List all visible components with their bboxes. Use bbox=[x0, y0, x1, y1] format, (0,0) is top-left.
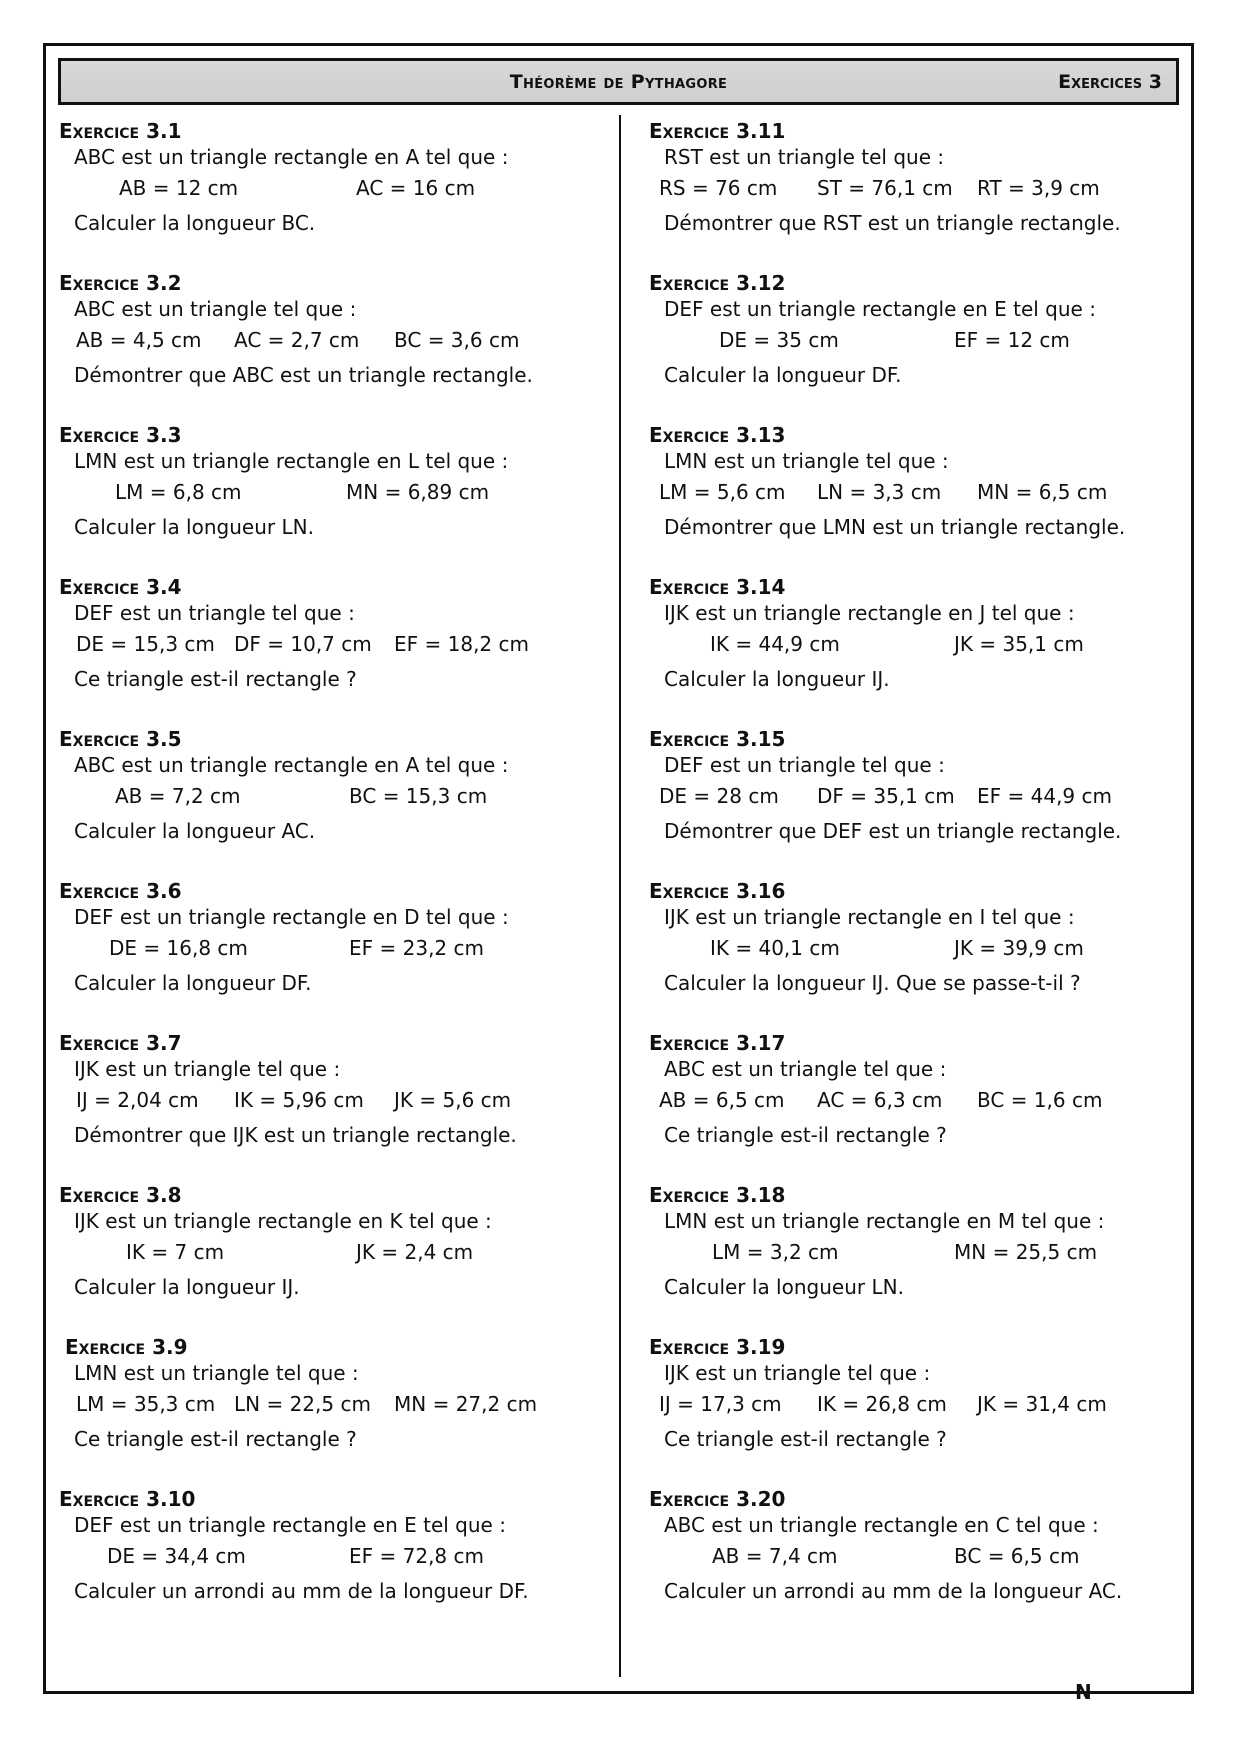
exercise-3-20 bbox=[649, 1486, 1189, 1638]
value-1: LM = 5,6 cm bbox=[659, 480, 786, 504]
exercise-question: Calculer la longueur DF. bbox=[664, 363, 902, 387]
exercise-question: Calculer la longueur IJ. bbox=[74, 1275, 300, 1299]
exercise-question: Calculer la longueur BC. bbox=[74, 211, 316, 235]
exercise-3-2 bbox=[59, 270, 599, 422]
value-3: MN = 6,5 cm bbox=[977, 480, 1108, 504]
exercise-values bbox=[649, 1388, 1189, 1422]
value-2: LN = 3,3 cm bbox=[817, 480, 942, 504]
exercise-3-7 bbox=[59, 1030, 599, 1182]
exercise-title: Exercice 3.9 bbox=[65, 1335, 188, 1359]
exercise-values bbox=[649, 1084, 1189, 1118]
exercise-title: Exercice 3.10 bbox=[59, 1487, 196, 1511]
exercise-title: Exercice 3.19 bbox=[649, 1335, 786, 1359]
value-3: RT = 3,9 cm bbox=[977, 176, 1100, 200]
value-1: AB = 7,2 cm bbox=[115, 784, 241, 808]
exercise-title: Exercice 3.14 bbox=[649, 575, 786, 599]
value-1: DE = 28 cm bbox=[659, 784, 779, 808]
exercise-3-16 bbox=[649, 878, 1189, 1030]
value-2: AC = 2,7 cm bbox=[234, 328, 360, 352]
exercise-title: Exercice 3.8 bbox=[59, 1183, 182, 1207]
exercise-3-11 bbox=[649, 118, 1189, 270]
value-2: AC = 6,3 cm bbox=[817, 1088, 943, 1112]
exercise-statement: IJK est un triangle rectangle en K tel que : bbox=[74, 1209, 492, 1233]
exercise-values bbox=[649, 628, 1189, 662]
value-2: ST = 76,1 cm bbox=[817, 176, 953, 200]
exercise-values bbox=[59, 1388, 599, 1422]
exercise-question: Démontrer que DEF est un triangle rectangle. bbox=[664, 819, 1122, 843]
footer-mark: N bbox=[1075, 1680, 1092, 1704]
exercise-values bbox=[649, 172, 1189, 206]
exercise-question: Démontrer que ABC est un triangle rectangle. bbox=[74, 363, 533, 387]
exercise-statement: ABC est un triangle tel que : bbox=[664, 1057, 947, 1081]
left-column bbox=[59, 118, 599, 1638]
exercise-values bbox=[649, 780, 1189, 814]
value-1: AB = 4,5 cm bbox=[76, 328, 202, 352]
exercise-statement: LMN est un triangle rectangle en L tel que : bbox=[74, 449, 509, 473]
exercise-values bbox=[649, 476, 1189, 510]
value-1: IK = 7 cm bbox=[126, 1240, 225, 1264]
value-2: DF = 35,1 cm bbox=[817, 784, 955, 808]
exercise-statement: DEF est un triangle tel que : bbox=[74, 601, 355, 625]
exercise-3-18 bbox=[649, 1182, 1189, 1334]
exercise-title: Exercice 3.1 bbox=[59, 119, 182, 143]
exercise-3-5 bbox=[59, 726, 599, 878]
exercise-values bbox=[59, 1540, 599, 1574]
value-2: EF = 23,2 cm bbox=[349, 936, 484, 960]
value-1: DE = 35 cm bbox=[719, 328, 839, 352]
exercise-statement: ABC est un triangle tel que : bbox=[74, 297, 357, 321]
exercise-values bbox=[59, 628, 599, 662]
value-2: JK = 2,4 cm bbox=[356, 1240, 474, 1264]
column-divider bbox=[619, 115, 621, 1677]
value-2: DF = 10,7 cm bbox=[234, 632, 372, 656]
exercise-values bbox=[649, 932, 1189, 966]
value-3: JK = 31,4 cm bbox=[977, 1392, 1107, 1416]
exercise-3-12 bbox=[649, 270, 1189, 422]
exercise-3-19 bbox=[649, 1334, 1189, 1486]
exercise-question: Ce triangle est-il rectangle ? bbox=[74, 667, 357, 691]
exercise-statement: DEF est un triangle rectangle en E tel que : bbox=[664, 297, 1096, 321]
value-1: LM = 6,8 cm bbox=[115, 480, 242, 504]
exercise-values bbox=[59, 476, 599, 510]
value-1: RS = 76 cm bbox=[659, 176, 778, 200]
exercise-question: Calculer la longueur DF. bbox=[74, 971, 312, 995]
exercise-question: Calculer la longueur AC. bbox=[74, 819, 316, 843]
exercise-statement: IJK est un triangle tel que : bbox=[74, 1057, 341, 1081]
exercise-question: Démontrer que IJK est un triangle rectangle. bbox=[74, 1123, 517, 1147]
exercise-3-4 bbox=[59, 574, 599, 726]
exercise-title: Exercice 3.18 bbox=[649, 1183, 786, 1207]
exercise-values bbox=[59, 932, 599, 966]
value-2: JK = 39,9 cm bbox=[954, 936, 1084, 960]
exercise-values bbox=[59, 1236, 599, 1270]
exercise-question: Démontrer que LMN est un triangle rectangle. bbox=[664, 515, 1126, 539]
value-2: IK = 5,96 cm bbox=[234, 1088, 364, 1112]
exercise-3-6 bbox=[59, 878, 599, 1030]
value-2: LN = 22,5 cm bbox=[234, 1392, 371, 1416]
worksheet-tag: Exercices 3 bbox=[1058, 71, 1162, 93]
exercise-statement: IJK est un triangle rectangle en I tel que : bbox=[664, 905, 1075, 929]
exercise-values bbox=[59, 324, 599, 358]
exercise-title: Exercice 3.7 bbox=[59, 1031, 182, 1055]
exercise-statement: IJK est un triangle tel que : bbox=[664, 1361, 931, 1385]
value-1: DE = 34,4 cm bbox=[107, 1544, 246, 1568]
exercise-title: Exercice 3.20 bbox=[649, 1487, 786, 1511]
value-2: IK = 26,8 cm bbox=[817, 1392, 947, 1416]
exercise-values bbox=[59, 1084, 599, 1118]
exercise-title: Exercice 3.11 bbox=[649, 119, 786, 143]
exercise-question: Calculer un arrondi au mm de la longueur DF. bbox=[74, 1579, 529, 1603]
page-header bbox=[58, 58, 1179, 105]
exercise-3-10 bbox=[59, 1486, 599, 1638]
exercise-question: Calculer la longueur IJ. bbox=[664, 667, 890, 691]
exercise-values bbox=[59, 780, 599, 814]
exercise-title: Exercice 3.12 bbox=[649, 271, 786, 295]
value-3: BC = 1,6 cm bbox=[977, 1088, 1103, 1112]
value-2: EF = 72,8 cm bbox=[349, 1544, 484, 1568]
value-3: EF = 44,9 cm bbox=[977, 784, 1112, 808]
exercise-title: Exercice 3.5 bbox=[59, 727, 182, 751]
exercise-statement: DEF est un triangle tel que : bbox=[664, 753, 945, 777]
value-1: IJ = 17,3 cm bbox=[659, 1392, 782, 1416]
exercise-statement: LMN est un triangle tel que : bbox=[664, 449, 949, 473]
exercise-question: Calculer la longueur LN. bbox=[664, 1275, 904, 1299]
exercise-question: Calculer la longueur LN. bbox=[74, 515, 314, 539]
value-1: IK = 40,1 cm bbox=[710, 936, 840, 960]
value-3: JK = 5,6 cm bbox=[394, 1088, 512, 1112]
value-1: DE = 15,3 cm bbox=[76, 632, 215, 656]
value-1: IK = 44,9 cm bbox=[710, 632, 840, 656]
exercise-3-9 bbox=[59, 1334, 599, 1486]
exercise-statement: LMN est un triangle rectangle en M tel que : bbox=[664, 1209, 1105, 1233]
exercise-question: Ce triangle est-il rectangle ? bbox=[664, 1123, 947, 1147]
value-1: LM = 3,2 cm bbox=[712, 1240, 839, 1264]
right-column bbox=[649, 118, 1189, 1638]
exercise-3-3 bbox=[59, 422, 599, 574]
value-1: IJ = 2,04 cm bbox=[76, 1088, 199, 1112]
exercise-title: Exercice 3.15 bbox=[649, 727, 786, 751]
exercise-title: Exercice 3.16 bbox=[649, 879, 786, 903]
exercise-statement: DEF est un triangle rectangle en E tel que : bbox=[74, 1513, 506, 1537]
exercise-3-8 bbox=[59, 1182, 599, 1334]
value-2: AC = 16 cm bbox=[356, 176, 476, 200]
value-1: AB = 12 cm bbox=[119, 176, 239, 200]
value-3: MN = 27,2 cm bbox=[394, 1392, 538, 1416]
exercise-title: Exercice 3.4 bbox=[59, 575, 182, 599]
page-title: Théorème de Pythagore bbox=[509, 71, 728, 93]
exercise-3-14 bbox=[649, 574, 1189, 726]
value-1: LM = 35,3 cm bbox=[76, 1392, 216, 1416]
value-1: DE = 16,8 cm bbox=[109, 936, 248, 960]
exercise-statement: ABC est un triangle rectangle en A tel que : bbox=[74, 753, 509, 777]
value-1: AB = 6,5 cm bbox=[659, 1088, 785, 1112]
exercise-values bbox=[649, 324, 1189, 358]
exercise-statement: ABC est un triangle rectangle en A tel que : bbox=[74, 145, 509, 169]
exercise-3-15 bbox=[649, 726, 1189, 878]
value-2: BC = 6,5 cm bbox=[954, 1544, 1080, 1568]
exercise-question: Ce triangle est-il rectangle ? bbox=[664, 1427, 947, 1451]
exercise-title: Exercice 3.6 bbox=[59, 879, 182, 903]
exercise-question: Calculer un arrondi au mm de la longueur AC. bbox=[664, 1579, 1123, 1603]
exercise-title: Exercice 3.3 bbox=[59, 423, 182, 447]
value-2: MN = 25,5 cm bbox=[954, 1240, 1098, 1264]
exercise-title: Exercice 3.2 bbox=[59, 271, 182, 295]
value-2: JK = 35,1 cm bbox=[954, 632, 1084, 656]
exercise-3-17 bbox=[649, 1030, 1189, 1182]
exercise-values bbox=[59, 172, 599, 206]
exercise-values bbox=[649, 1540, 1189, 1574]
exercise-3-1 bbox=[59, 118, 599, 270]
exercise-3-13 bbox=[649, 422, 1189, 574]
exercise-question: Ce triangle est-il rectangle ? bbox=[74, 1427, 357, 1451]
exercise-statement: ABC est un triangle rectangle en C tel que : bbox=[664, 1513, 1099, 1537]
exercise-statement: RST est un triangle tel que : bbox=[664, 145, 945, 169]
exercise-title: Exercice 3.17 bbox=[649, 1031, 786, 1055]
value-2: MN = 6,89 cm bbox=[346, 480, 490, 504]
exercise-question: Démontrer que RST est un triangle rectangle. bbox=[664, 211, 1121, 235]
value-2: BC = 15,3 cm bbox=[349, 784, 488, 808]
exercise-statement: LMN est un triangle tel que : bbox=[74, 1361, 359, 1385]
value-3: EF = 18,2 cm bbox=[394, 632, 529, 656]
exercise-values bbox=[649, 1236, 1189, 1270]
exercise-statement: IJK est un triangle rectangle en J tel que : bbox=[664, 601, 1075, 625]
value-2: EF = 12 cm bbox=[954, 328, 1070, 352]
exercise-title: Exercice 3.13 bbox=[649, 423, 786, 447]
exercise-statement: DEF est un triangle rectangle en D tel que : bbox=[74, 905, 509, 929]
value-3: BC = 3,6 cm bbox=[394, 328, 520, 352]
exercise-question: Calculer la longueur IJ. Que se passe-t-il ? bbox=[664, 971, 1081, 995]
value-1: AB = 7,4 cm bbox=[712, 1544, 838, 1568]
